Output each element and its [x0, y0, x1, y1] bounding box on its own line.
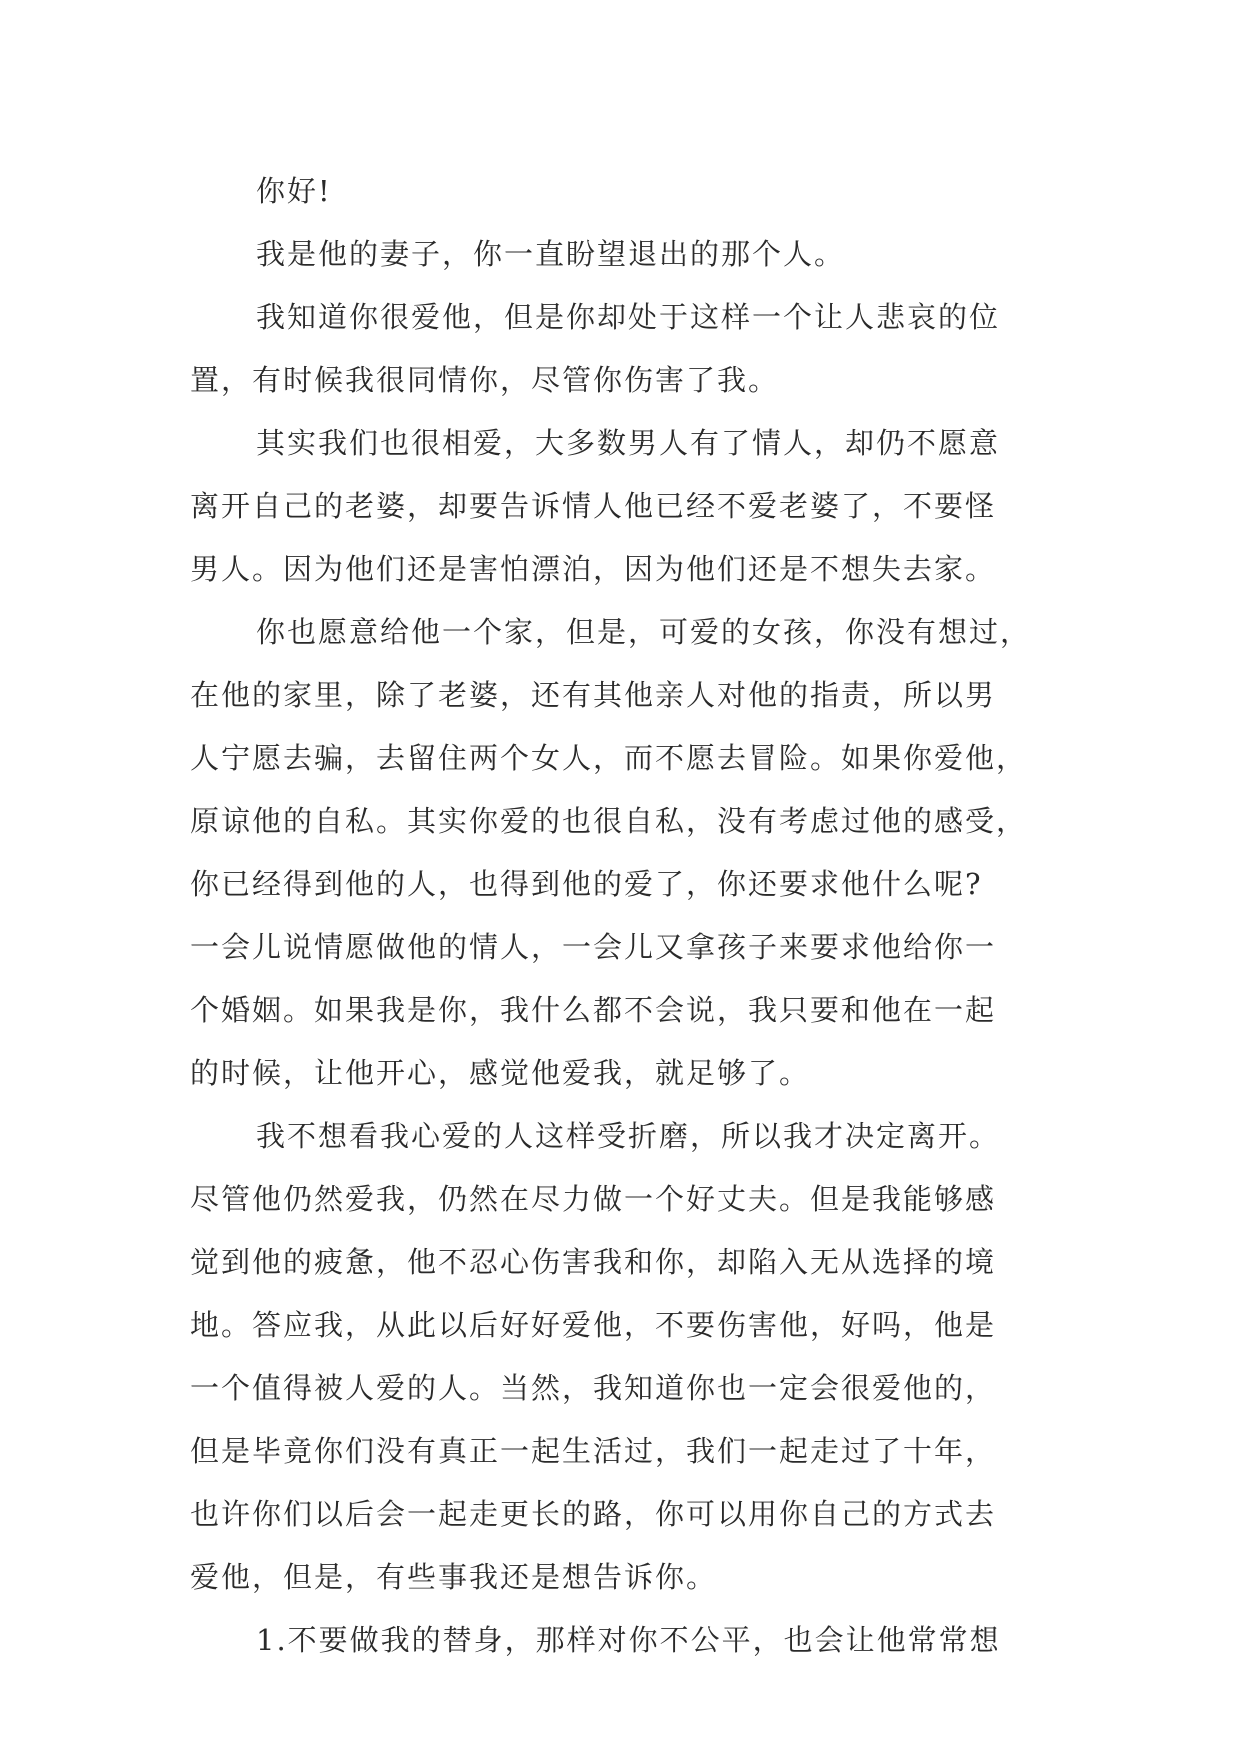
text-line: 尽管他仍然爱我，仍然在尽力做一个好丈夫。但是我能够感: [190, 1182, 997, 1216]
text-line: 你也愿意给他一个家，但是，可爱的女孩，你没有想过，: [256, 615, 1032, 649]
text-line: 置，有时候我很同情你，尽管你伤害了我。: [190, 363, 780, 397]
text-line: 我知道你很爱他，但是你却处于这样一个让人悲哀的位: [256, 300, 1001, 334]
text-line: 1.不要做我的替身，那样对你不公平，也会让他常常想: [256, 1623, 1001, 1657]
text-line: 也许你们以后会一起走更长的路，你可以用你自己的方式去: [190, 1497, 997, 1531]
text-line: 个婚姻。如果我是你，我什么都不会说，我只要和他在一起: [190, 993, 997, 1027]
text-line: 一个值得被人爱的人。当然，我知道你也一定会很爱他的，: [190, 1371, 997, 1405]
text-line: 但是毕竟你们没有真正一起生活过，我们一起走过了十年，: [190, 1434, 997, 1468]
text-line: 人宁愿去骗，去留住两个女人，而不愿去冒险。如果你爱他，: [190, 741, 1028, 775]
text-line: 在他的家里，除了老婆，还有其他亲人对他的指责，所以男: [190, 678, 997, 712]
text-line: 其实我们也很相爱，大多数男人有了情人，却仍不愿意: [256, 426, 1001, 460]
text-line: 男人。因为他们还是害怕漂泊，因为他们还是不想失去家。: [190, 552, 997, 586]
text-line: 你好!: [256, 174, 332, 208]
text-line: 原谅他的自私。其实你爱的也很自私，没有考虑过他的感受，: [190, 804, 1028, 838]
text-line: 我不想看我心爱的人这样受折磨，所以我才决定离开。: [256, 1119, 1001, 1153]
letter-body: [190, 160, 1070, 1672]
text-line: 的时候，让他开心，感觉他爱我，就足够了。: [190, 1056, 811, 1090]
text-line: 离开自己的老婆，却要告诉情人他已经不爱老婆了，不要怪: [190, 489, 997, 523]
text-line: 一会儿说情愿做他的情人，一会儿又拿孩子来要求他给你一: [190, 930, 997, 964]
text-line: 地。答应我，从此以后好好爱他，不要伤害他，好吗，他是: [190, 1308, 997, 1342]
text-line: 你已经得到他的人，也得到他的爱了，你还要求他什么呢?: [190, 867, 983, 901]
text-line: 我是他的妻子，你一直盼望退出的那个人。: [256, 237, 846, 271]
text-line: 觉到他的疲惫，他不忍心伤害我和你，却陷入无从选择的境: [190, 1245, 997, 1279]
text-line: 爱他，但是，有些事我还是想告诉你。: [190, 1560, 718, 1594]
